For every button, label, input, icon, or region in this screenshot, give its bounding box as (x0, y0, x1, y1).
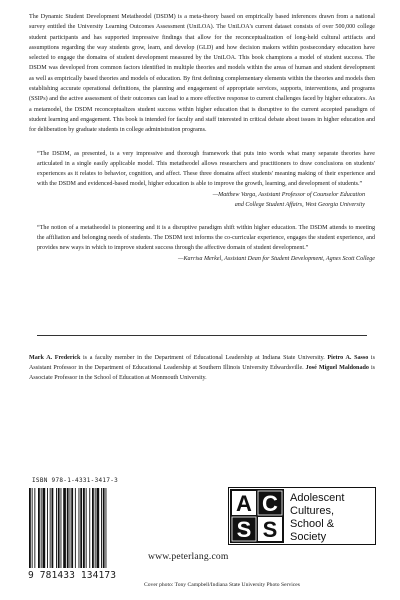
barcode-bars (28, 488, 126, 568)
barcode-bar (103, 488, 105, 568)
series-title-line-2: Cultures, (290, 505, 335, 517)
barcode-bar (75, 488, 76, 568)
barcode-bar (80, 488, 82, 568)
endorsement-quote-1-attribution-line1: —Matthew Varga, Assistant Professor of Counselor Education (212, 191, 365, 198)
series-logo-letter-s2: S (262, 517, 278, 542)
isbn-label: ISBN 978-1-4331-3417-3 (32, 477, 119, 484)
barcode-bar (89, 488, 90, 568)
barcode-bar (29, 488, 31, 568)
endorsement-quote-2-text: “The notion of a metatheodel is pioneering and it is a disruptive paradigm shift within higher education. The DSDM attends to meeting the affiliation and belonging needs of students. The DSDM text informs the co-curricular experience, engages the student experience, and provides new ways in which to improve student success through the affective domain of student development.” (37, 225, 375, 252)
barcode-bar (38, 488, 40, 568)
author-bio-1: is a faculty member in the Department of Educational Leadership at Indiana State University. (80, 355, 328, 361)
endorsement-quote-1-attribution-line2: and College Student Affairs, West Georgia University (234, 202, 365, 209)
series-title-line-1: Adolescent (290, 492, 345, 504)
back-cover-text (29, 12, 375, 265)
series-logo-letter-a: A (236, 491, 252, 516)
author-name-3: José Miguel Maldonado (305, 365, 369, 372)
author-bios (29, 353, 375, 384)
endorsement-quote-2-attribution: —Karrisa Merkel, Assistant Dean for Student Development, Agnes Scott College (178, 256, 375, 263)
endorsement-quote-2 (37, 223, 375, 253)
author-name-1: Mark A. Frederick (29, 355, 81, 361)
barcode-bar (70, 488, 71, 568)
series-logo (228, 487, 376, 545)
barcode-bar (83, 488, 85, 568)
barcode-bar (95, 488, 96, 568)
author-bio-2: is Assistant Professor in the Department of Educational Leadership at Southern Illinois University Edwardsville. (29, 355, 375, 372)
series-logo-letter-s1: S (236, 517, 252, 542)
series-title-line-3: School & (290, 518, 335, 530)
series-logo-letter-c: C (262, 491, 278, 516)
author-name-2: Pietro A. Sasso (327, 355, 369, 361)
barcode-bar (56, 488, 57, 568)
barcode-bar (101, 488, 102, 568)
barcode-bar (92, 488, 94, 568)
barcode-bar (58, 488, 60, 568)
cover-photo-credit: Cover photo: Tony Campbell/Indiana State University Photo Services (144, 582, 300, 588)
book-description: The Dynamic Student Development Metatheodel (DSDM) is a meta-theory based on empirically based inferences drawn from a national survey entitled the University Learning Outcomes Assessment (UniLOA). The UniLOA's current dataset consists of over 500,000 college student participants and has supported impressive findings that allow for the reconceptualization of long-held cultural artifacts and assumptions regarding the way students grow, learn, and develop (GLD) and how decision makers within postsecondary education have selected to engage the domains of student development measured by the UniLOA. This book champions a model of student success. The DSDM was developed from common factors identified in multiple theories and models within the areas of human and student development as well as empirically based theories and models of education. By first defining complementary elements within the theories and models then establishing accurate operational definitions, the planning and engagement of appropriate services, supports, interventions, and programs (SSIPs) and the active assessment of their outcomes can lead to a more effective response to current challenges faced by higher educators. As a metamodel, the DSDM reconceptualizes student success within higher education that is disruptive to the current accepted paradigm of student learning and engagement. This book is intended for faculty and staff interested in critical debate about issues in higher education and for deliberation by graduate students in college administration programs. (29, 14, 375, 134)
barcode-bar (52, 488, 54, 568)
barcode-bar (47, 488, 48, 568)
section-divider (37, 335, 367, 336)
barcode-bar (63, 488, 66, 568)
barcode-bar (32, 488, 33, 568)
barcode-bar (34, 488, 35, 568)
barcode-bar (41, 488, 42, 568)
barcode-bar (50, 488, 51, 568)
barcode-bar (97, 488, 100, 568)
barcode-bar (79, 488, 80, 568)
barcode-bar (86, 488, 87, 568)
barcode-bar (71, 488, 73, 568)
isbn-digits: 9 781433 134173 (28, 570, 117, 581)
author-bio-3: is Associate Professor in the School of Education at Monmouth University. (29, 365, 376, 382)
endorsement-quote-1 (37, 149, 375, 189)
barcode-bar (67, 488, 69, 568)
series-title-line-4: Society (290, 531, 327, 543)
isbn-barcode (28, 477, 126, 585)
endorsement-quote-1-text: “The DSDM, as presented, is a very impressive and thorough framework that puts into words what many separate theories have articulated in a single easily applicable model. This metatheodel allows researchers and practitioners to draw conclusions on students' experiences as it relates to behavior, cognition, and affect. These three domains affect students' meaning making of their experience and with the DSDM and evidenced-based model, higher education is able to improve the growth, learning, and development of students.” (37, 150, 375, 187)
barcode-bar (106, 488, 107, 568)
barcode-bar (43, 488, 46, 568)
barcode-bar (61, 488, 62, 568)
publisher-url: www.peterlang.com (148, 551, 229, 562)
